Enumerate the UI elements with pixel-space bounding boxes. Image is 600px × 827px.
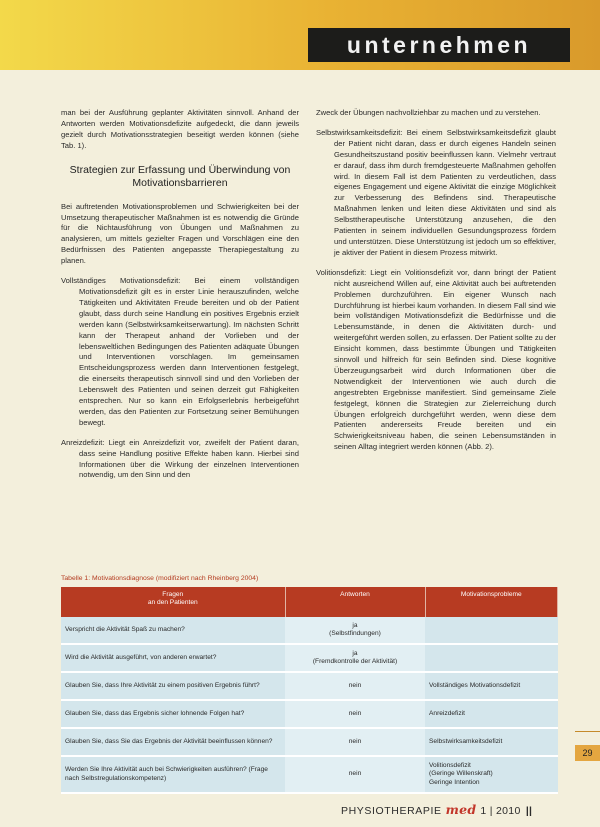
problem-line: Volitionsdefizit [429,761,471,769]
problem-line: Selbstwirksamkeitsdefizit [429,737,503,745]
answer-cell [285,756,425,793]
header-questions [61,587,285,617]
table-caption: Tabelle 1: Motivationsdiagnose (modifiziert nach Rheinberg 2004) [61,575,259,582]
side-rule [575,731,600,732]
table-header-row [61,587,558,617]
footer-issue: 1 | 2010 [480,805,521,817]
footer-med: med [445,802,477,817]
question-cell: Verspricht die Aktivität Spaß zu machen? [61,617,285,644]
footer-bars: || [525,805,533,817]
table-row [61,700,558,728]
question-cell: Werden Sie Ihre Aktivität auch bei Schwierigkeiten ausführen? (Frage nach Selbstregulationskompetenz) [61,756,285,793]
answer-cell [285,700,425,728]
problem-cell [425,700,558,728]
question-cell: Glauben Sie, dass Sie das Ergebnis der Aktivität beeinflussen können? [61,728,285,756]
section-title: unternehmen [308,28,570,62]
table-row [61,756,558,793]
question-cell: Glauben Sie, dass Ihre Aktivität zu einem positiven Ergebnis führt? [61,672,285,700]
header-answers: Antworten [285,587,425,617]
answer-note: (Fremdkontrolle der Aktivität) [312,658,398,665]
paragraph-motivation-problems: Bei auftretenden Motivationsproblemen und Schwierigkeiten bei der Umsetzung therapeutischer Maßnahmen ist es notwendig die Gründe für die Nichtausführung von Übungen und Maßnahmen zu analysieren, um mittels gezielter Fragen und Vorschlägen eine den Bedürfnissen des Patienten angepasste Therapiegestaltung zu planen. [61,201,299,266]
problem-cell [425,617,558,644]
header-motivation: Motivationsprobleme [425,587,558,617]
right-column [316,108,556,462]
table-row [61,672,558,700]
paragraph-volition-deficit: Volitionsdefizit: Liegt ein Volitionsdefizit vor, dann bringt der Patient nicht ausreichend Willen auf, eine Aktivität auch bei auftretenden Problemen durchzuführen. Ein eigener Wunsch nach Durchführung ist hierbei kaum vorhanden. In diesem Fall sind wie beim vollständigen Motivationsdefizit die Bedürfnisse und die Lebensumstände, in denen die Aktivitäten durch- und weitergeführt werden sollen, zu erfassen. Der Patient sollte zu der Einsicht kommen, dass bestimmte Übungen und Tätigkeiten sinnvoll und hilfreich für sein Befinden sind. Diese kognitive Überzeugungsarbeit wird durch Informationen über die Notwendigkeit der Interventionen wie auch durch die angestrebten Ergebnisse manifestiert. Sind gemeinsame Ziele festgelegt, können die Strategien zur Zielerreichung durch Übungen erfolgreich durchgeführt werden, wenn diese dem Patienten andererseits Freude bereiten und ein Schwierigkeitsniveau haben, die seinen Lebensumständen in seinen Alltag integriert werden können (Abb. 2). [316,267,556,452]
table-row [61,728,558,756]
table-row [61,644,558,672]
paragraph-continuation: Zweck der Übungen nachvollziehbar zu machen und zu verstehen. [316,108,541,117]
table-row [61,617,558,644]
problem-cell [425,672,558,700]
problem-cell [425,644,558,672]
paragraph-self-efficacy-deficit: Selbstwirksamkeitsdefizit: Bei einem Selbstwirksamkeitsdefizit glaubt der Patient nicht daran, dass er durch eigenes Handeln seinen Gesundheitszustand positiv beeinflussen kann. Vielmehr vertraut er darauf, dass ihm durch fremdgesteuerte Maßnahmen geholfen wird. In diesem Fall ist dem Patienten zu verdeutlichen, dass eigenes Engagement und eigene Aktivität die einzige Möglichkeit zur Verbesserung des Befindens sind. Therapeutische Maßnahmen lenken und leiten diese Aktivitäten und sind als Selbsttherapeutische Unterstützung anzusehen, die den Patienten in seinem individuellen Gesundungsprozess fördern und unterstützen. Diese Unterstützung ist jedoch um so effektiver, je aktiver der Patient in diesem Prozess mitwirkt. [316,127,556,257]
problem-line: Anreizdefizit [429,709,465,717]
answer-cell [285,672,425,700]
answer-note: (Selbstfindungen) [329,630,381,637]
answer-line: ja [352,649,358,657]
answer-cell [285,728,425,756]
answer-line: nein [348,737,362,745]
footer-brand: PHYSIOTHERAPIE [341,805,442,817]
answer-line: nein [348,681,362,689]
answer-cell [285,644,425,672]
motivation-table [61,587,558,794]
answer-line: ja [352,621,358,629]
page-number: 29 [575,745,600,761]
problem-line: Geringe Intention [429,778,480,786]
section-heading: Strategien zur Erfassung und Überwindung von Motivationsbarrieren [69,163,291,189]
left-column [61,108,299,490]
problem-cell [425,728,558,756]
answer-line: nein [348,709,362,717]
footer [341,802,532,817]
header-questions-line2: an den Patienten [147,599,198,607]
answer-cell [285,617,425,644]
question-cell: Glauben Sie, dass das Ergebnis sicher lohnende Folgen hat? [61,700,285,728]
intro-paragraph: man bei der Ausführung geplanter Aktivitäten sinnvoll. Anhand der Antworten werden Motivationsdefizite aufgedeckt, die dann jeweils gezielt durch Motivationsstrategien beseitigt werden können (siehe Tab. 1). [61,108,299,150]
problem-line: Vollständiges Motivationsdefizit [429,681,521,689]
header-questions-line1: Fragen [162,591,184,598]
paragraph-incentive-deficit: Anreizdefizit: Liegt ein Anreizdefizit vor, zweifelt der Patient daran, dass seine Handlung positive Effekte haben kann. Hierbei sind Informationen über die Wirkung der einzelnen Interventionen notwendig, um den Sinn und den [61,437,299,480]
problem-line: (Geringe Willenskraft) [429,770,493,778]
paragraph-complete-deficit: Vollständiges Motivationsdefizit: Bei einem vollständigen Motivationsdefizit gilt es in erster Linie herauszufinden, welche Tätigkeiten und Aktivitäten Freude bereiten und ob der Patient glaubt, dass durch seine Handlung ein positives Ergebnis erzielt werden kann (Selbstwirksamkeitserwartung). Im nächsten Schritt kann der Therapeut anhand der Vorlieben und der lebensweltlichen Bedingungen des Patienten adäquate Übungen und Interventionen vorschlagen. Im gemeinsamen Entscheidungsprozess werden dann Interventionen festgelegt, die einerseits therapeutisch sinnvoll sind und den Vorlieben der Lebenswelt des Patienten und seinen derzeit gut Fähigkeiten entsprechen. Nur so kann ein Erfolgserlebnis herbeigeführt werden, das den Patienten zur Fortsetzung seiner Bemühungen bewegt. [61,276,299,427]
question-cell: Wird die Aktivität ausgeführt, von anderen erwartet? [61,644,285,672]
problem-cell [425,756,558,793]
answer-line: nein [348,770,362,778]
